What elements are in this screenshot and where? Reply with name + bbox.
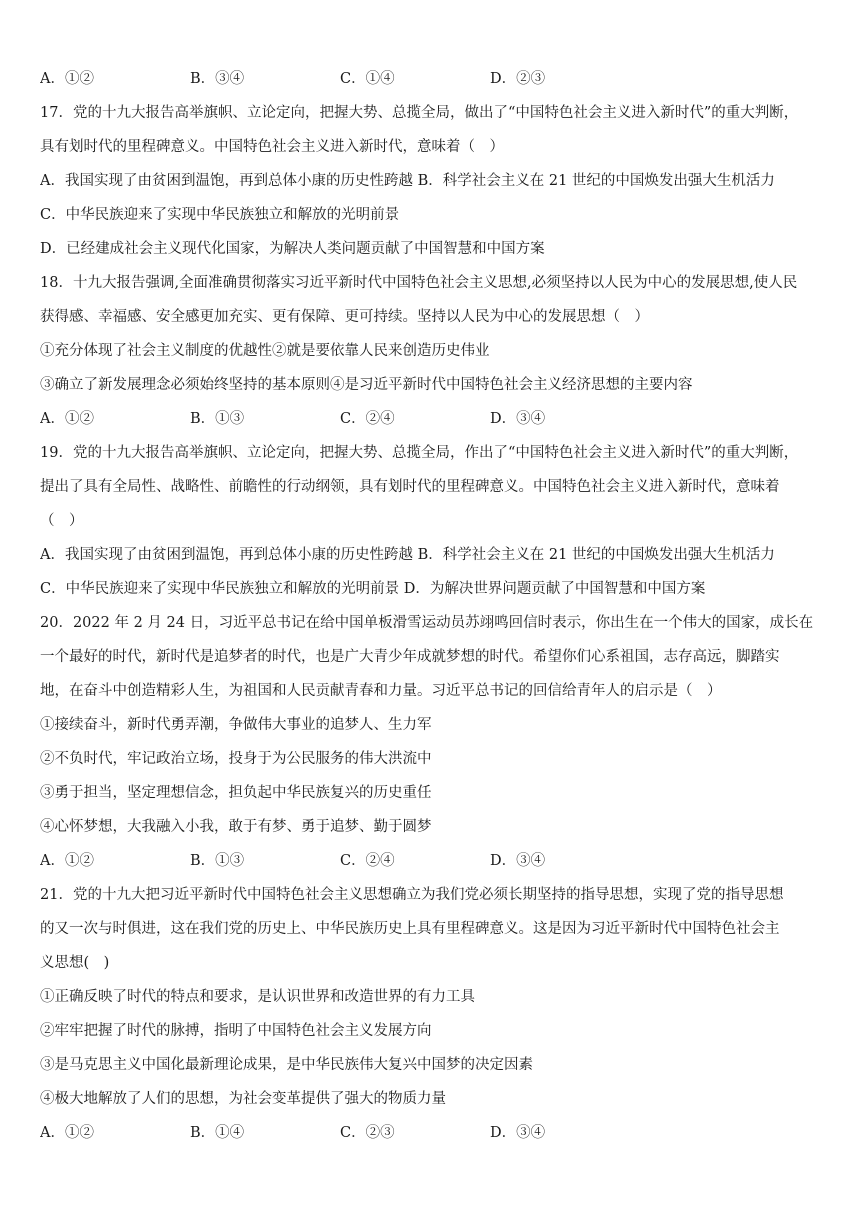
answer-options-row	[40, 1116, 830, 1150]
text-line: ①接续奋斗，新时代勇弄潮，争做伟大事业的追梦人、生力军	[40, 717, 432, 733]
text-line: 20．2022 年 2 月 24 日，习近平总书记在给中国单板滑雪运动员苏翊鸣回信时表示，你出生在一个伟大的国家，成长在	[40, 615, 814, 631]
text-line: C．中华民族迎来了实现中华民族独立和解放的光明前景	[40, 207, 400, 223]
answer-option: C．①④	[340, 71, 395, 87]
text-line: ②牢牢把握了时代的脉搏，指明了中国特色社会主义发展方向	[40, 1023, 432, 1039]
text-line: 提出了具有全局性、战略性、前瞻性的行动纲领，具有划时代的里程碑意义。中国特色社会主义进入新时代，意味着	[40, 479, 780, 495]
text-line: ③勇于担当，坚定理想信念，担负起中华民族复兴的历史重任	[40, 785, 432, 801]
answer-option: D．③④	[490, 1125, 546, 1141]
text-line: 获得感、幸福感、安全感更加充实、更有保障、更可持续。坚持以人民为中心的发展思想（ ）	[40, 309, 649, 325]
answer-option: B．①③	[190, 411, 245, 427]
text-line: ①正确反映了时代的特点和要求，是认识世界和改造世界的有力工具	[40, 989, 475, 1005]
answer-option: C．②④	[340, 411, 395, 427]
answer-option: D．③④	[490, 853, 546, 869]
text-line: 17．党的十九大报告高举旗帜、立论定向，把握大势、总揽全局，做出了“中国特色社会主义进入新时代”的重大判断，	[40, 105, 799, 121]
text-line: ③是马克思主义中国化最新理论成果，是中华民族伟大复兴中国梦的决定因素	[40, 1057, 533, 1073]
exam-page	[40, 62, 830, 1150]
text-line: ①充分体现了社会主义制度的优越性②就是要依靠人民来创造历史伟业	[40, 343, 490, 359]
text-line: D．已经建成社会主义现代化国家，为解决人类问题贡献了中国智慧和中国方案	[40, 241, 545, 257]
text-line: ④心怀梦想，大我融入小我，敢于有梦、勇于追梦、勤于圆梦	[40, 819, 432, 835]
text-line: ③确立了新发展理念必须始终坚持的基本原则④是习近平新时代中国特色社会主义经济思想的主要内容	[40, 377, 693, 393]
answer-options-row	[40, 844, 830, 878]
text-line: 地，在奋斗中创造精彩人生，为祖国和人民贡献青春和力量。习近平总书记的回信给青年人的启示是（ ）	[40, 683, 722, 699]
answer-option: B．①③	[190, 853, 245, 869]
answer-option: B．③④	[190, 71, 245, 87]
answer-option: C．②④	[340, 853, 395, 869]
text-line: A．我国实现了由贫困到温饱，再到总体小康的历史性跨越 B．科学社会主义在 21 世纪的中国焕发出强大生机活力	[40, 173, 775, 189]
answer-options-row	[40, 402, 830, 436]
answer-option: C．②③	[340, 1125, 395, 1141]
answer-option: A．①②	[40, 853, 94, 869]
answer-option: D．②③	[490, 71, 546, 87]
answer-option: A．①②	[40, 1125, 94, 1141]
text-line: 的又一次与时俱进，这在我们党的历史上、中华民族历史上具有里程碑意义。这是因为习近平新时代中国特色社会主	[40, 921, 780, 937]
text-line: ④极大地解放了人们的思想，为社会变革提供了强大的物质力量	[40, 1091, 446, 1107]
text-line: 一个最好的时代，新时代是追梦者的时代，也是广大青少年成就梦想的时代。希望你们心系祖国，志存高远，脚踏实	[40, 649, 780, 665]
answer-options-row	[40, 62, 830, 96]
text-line: 19．党的十九大报告高举旗帜、立论定向，把握大势、总揽全局，作出了“中国特色社会主义进入新时代”的重大判断，	[40, 445, 799, 461]
text-line: 18．十九大报告强调,全面准确贯彻落实习近平新时代中国特色社会主义思想,必须坚持以人民为中心的发展思想,使人民	[40, 275, 798, 291]
text-line: A．我国实现了由贫困到温饱，再到总体小康的历史性跨越 B．科学社会主义在 21 世纪的中国焕发出强大生机活力	[40, 547, 775, 563]
text-line: 义思想( )	[40, 955, 110, 971]
answer-option: A．①②	[40, 71, 94, 87]
text-line: ②不负时代，牢记政治立场，投身于为公民服务的伟大洪流中	[40, 751, 432, 767]
answer-option: B．①④	[190, 1125, 245, 1141]
answer-option: A．①②	[40, 411, 94, 427]
text-line: （ ）	[40, 513, 84, 529]
text-line: 具有划时代的里程碑意义。中国特色社会主义进入新时代，意味着（ ）	[40, 139, 504, 155]
text-line: 21．党的十九大把习近平新时代中国特色社会主义思想确立为我们党必须长期坚持的指导思想，实现了党的指导思想	[40, 887, 784, 903]
answer-option: D．③④	[490, 411, 546, 427]
text-line: C．中华民族迎来了实现中华民族独立和解放的光明前景 D．为解决世界问题贡献了中国智慧和中国方案	[40, 581, 706, 597]
